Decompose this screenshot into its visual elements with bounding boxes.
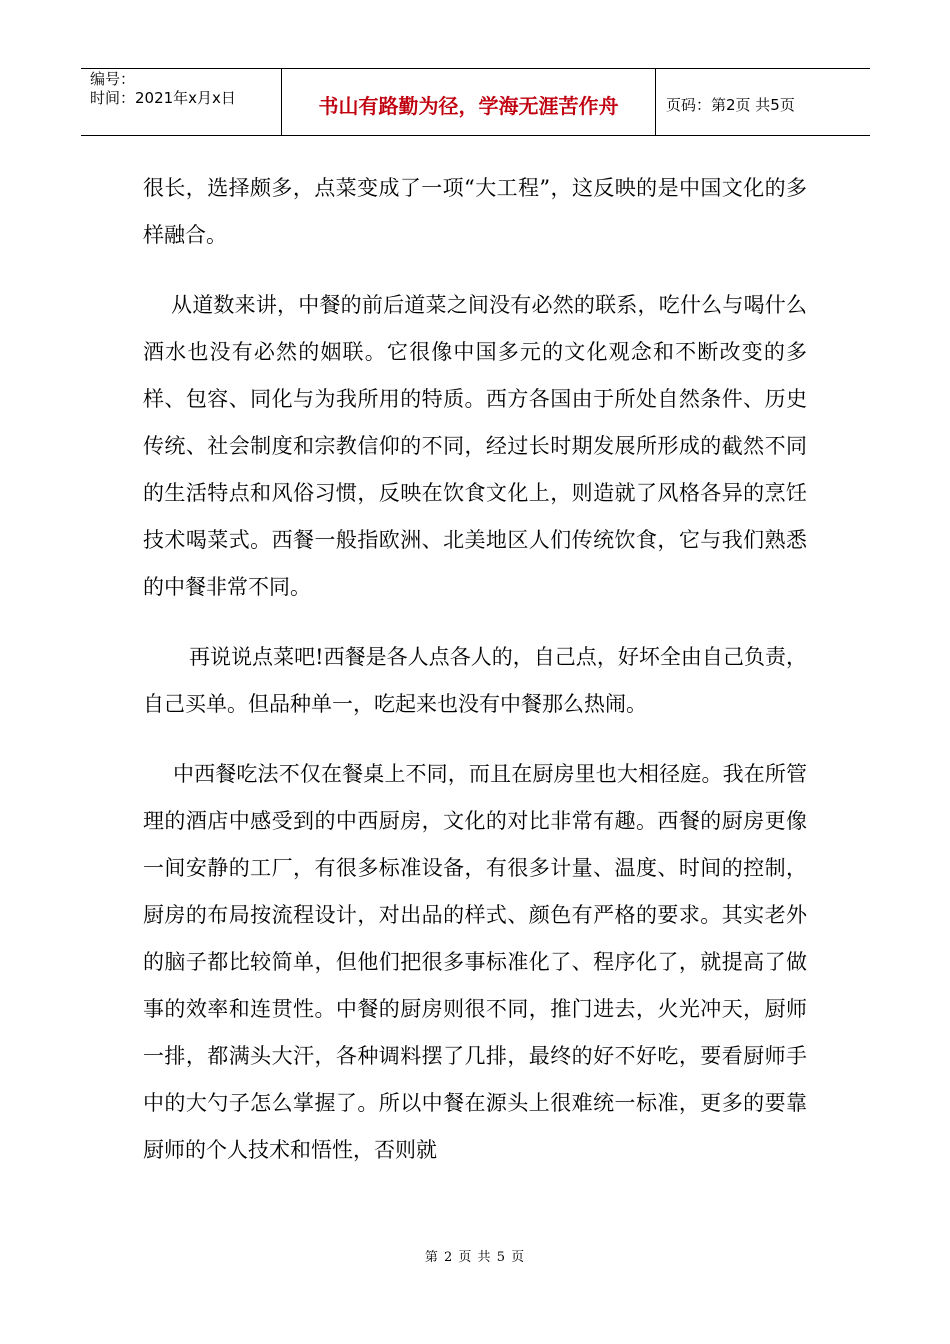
- number-label: 编号：: [90, 70, 136, 88]
- header-motto: 书山有路勤为径，学海无涯苦作舟: [282, 69, 656, 135]
- paragraph-continued: 很长，选择颇多，点菜变成了一项“大工程”，这反映的是中国文化的多样融合。: [143, 176, 807, 247]
- page-header: [81, 68, 870, 136]
- page-footer: 第 2 页 共 5 页: [424, 1250, 526, 1265]
- header-meta: [81, 69, 282, 135]
- time-label: 时间：2021年x月x日: [90, 89, 236, 107]
- paragraph: 中西餐吃法不仅在餐桌上不同，而且在厨房里也大相径庭。我在所管理的酒店中感受到的中西厨房，文化的对比非常有趣。西餐的厨房更像一间安静的工厂，有很多标准设备，有很多计量、温度、时间的控制，厨房的布局按流程设计，对出品的样式、颜色有严格的要求。其实老外的脑子都比较简单，但他们把很多事标准化了、程序化了，就提高了做事的效率和连贯性。中餐的厨房则很不同，推门进去，火光冲天，厨师一排，都满头大汗，各种调料摆了几排，最终的好不好吃，要看厨师手中的大勺子怎么掌握了。所以中餐在源头上很难统一标准，更多的要靠厨师的个人技术和悟性，否则就: [143, 762, 807, 1162]
- paragraph: 从道数来讲，中餐的前后道菜之间没有必然的联系，吃什么与喝什么酒水也没有必然的姻联。它很像中国多元的文化观念和不断改变的多样、包容、同化与为我所用的特质。西方各国由于所处自然条件、历史传统、社会制度和宗教信仰的不同，经过长时期发展所形成的截然不同的生活特点和风俗习惯，反映在饮食文化上，则造就了风格各异的烹饪技术喝菜式。西餐一般指欧洲、北美地区人们传统饮食，它与我们熟悉的中餐非常不同。: [143, 293, 807, 599]
- document-body: [143, 165, 807, 1174]
- header-page-code: 页码：第2页 共5页: [666, 95, 795, 114]
- paragraph: 再说说点菜吧!西餐是各人点各人的，自己点，好坏全由自己负责，自己买单。但品种单一，吃起来也没有中餐那么热闹。: [143, 645, 807, 716]
